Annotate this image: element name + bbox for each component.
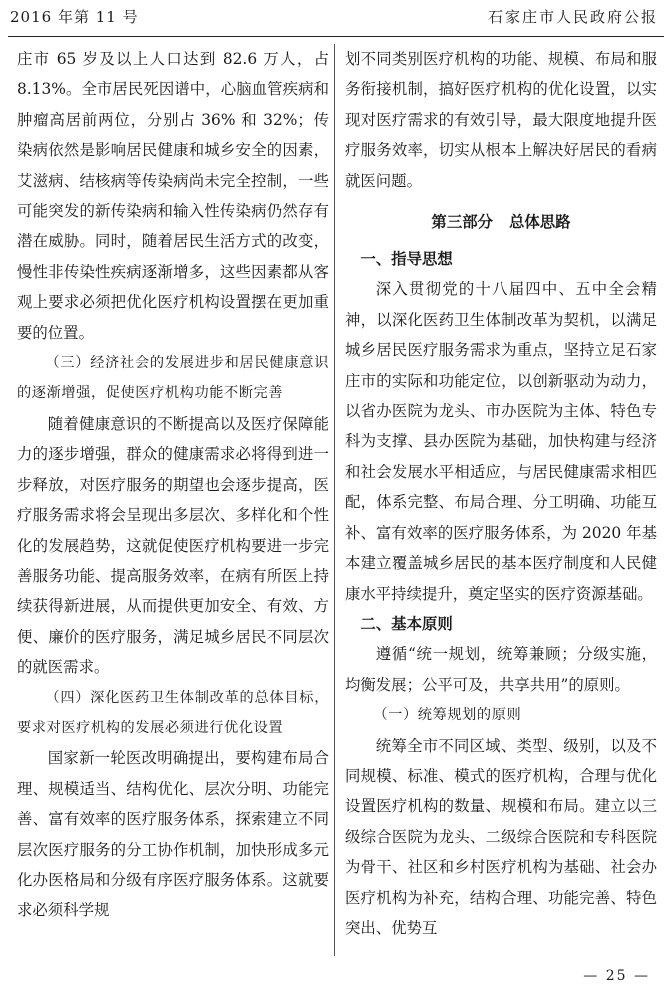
subheading-four: （四）深化医药卫生体制改革的总体目标，要求对医疗机构的发展必须进行优化设置	[17, 689, 329, 736]
header-rule	[8, 36, 664, 37]
paragraph-health-awareness: 随着健康意识的不断提高以及医疗保障能力的逐步增强，群众的健康需求必将得到进一步释放，对医疗服务的期望也会逐步提高，医疗服务需求将会呈现出多层次、多样化和个性化的发展趋势，这就促使医疗机构要进一步完善服务功能、提高服务效率，在病有所医上持续获得新进展，从而提供更加安全、有效、方便、廉价的医疗服务，满足城乡居民不同层次的就医需求。	[17, 414, 329, 677]
section-heading-principles: 二、基本原则	[360, 614, 453, 633]
part-title	[345, 196, 657, 244]
left-column	[17, 44, 329, 926]
paragraph-guiding-thought: 深入贯彻党的十八届四中、五中全会精神，以深化医药卫生体制改革为契机，以满足城乡居民医疗服务需求为重点，坚持立足石家庄市的实际和功能定位，以创新驱动为动力，以省办医院为龙头、市办医院为主体、特色专科为支撑、县办医院为基础，加快构建与经济和社会发展水平相适应，与居民健康需求相匹配，体系完整、布局合理、分工明确、功能互补、富有效率的医疗服务体系，为 2020 年基本建立覆盖城乡居民的基本医疗制度和人民健康水平持续提升，奠定坚实的医疗资源基础。	[345, 280, 657, 603]
paragraph-reform: 国家新一轮医改明确提出，要构建布局合理、规模适当、结构优化、层次分明、功能完善、富有效率的医疗服务体系，探索建立不同层次医疗服务的分工协作机制，加快形成多元化办医格局和分级有序医疗服务体系。这就要求必须科学规	[17, 749, 329, 920]
publication-title: 石家庄市人民政府公报	[487, 8, 658, 26]
paragraph-principles: 遵循“统一规划，统筹兼顾；分级实施，均衡发展；公平可及，共享共用”的原则。	[345, 645, 657, 694]
page-number: — 25 —	[583, 968, 650, 984]
paragraph-continuation: 划不同类别医疗机构的功能、规模、布局和服务衔接机制，搞好医疗机构的优化设置，以实现对医疗需求的有效引导，最大限度地提升医疗服务效率，切实从根本上解决好居民的看病就医问题。	[345, 50, 657, 190]
right-column	[345, 44, 657, 943]
subheading-three: （三）经济社会的发展进步和居民健康意识的逐渐增强，促使医疗机构功能不断完善	[17, 355, 329, 402]
issue-label: 2016 年第 11 号	[10, 8, 139, 26]
section-heading-guiding: 一、指导思想	[360, 250, 453, 269]
column-divider	[334, 44, 335, 956]
part-number: 第三部分	[431, 213, 493, 232]
subheading-planning: （一）统筹规划的原则	[373, 707, 522, 724]
paragraph-population: 庄市 65 岁及以上人口达到 82.6 万人，占 8.13%。全市居民死因谱中，心脑血管疾病和肿瘤高居前两位，分别占 36% 和 32%；传染病依然是影响居民健康和城乡安全的因素，艾滋病、结核病等传染病尚未完全控制，一些可能突发的新传染病和输入性传染病仍然存有潜在威胁。同时，随着居民生活方式的改变，慢性非传染性疾病逐渐增多，这些因素都从客观上要求必须把优化医疗机构设置摆在更加重要的位置。	[17, 50, 329, 342]
part-name: 总体思路	[509, 213, 571, 232]
paragraph-planning: 统筹全市不同区域、类型、级别，以及不同规模、标准、模式的医疗机构，合理与优化设置医疗机构的数量、规模和布局。建立以三级综合医院为龙头、二级综合医院和专科医院为骨干、社区和乡村医疗机构为基础、社会办医疗机构为补充，结构合理、功能完善、特色突出、优势互	[345, 736, 657, 937]
page-header	[0, 0, 672, 44]
